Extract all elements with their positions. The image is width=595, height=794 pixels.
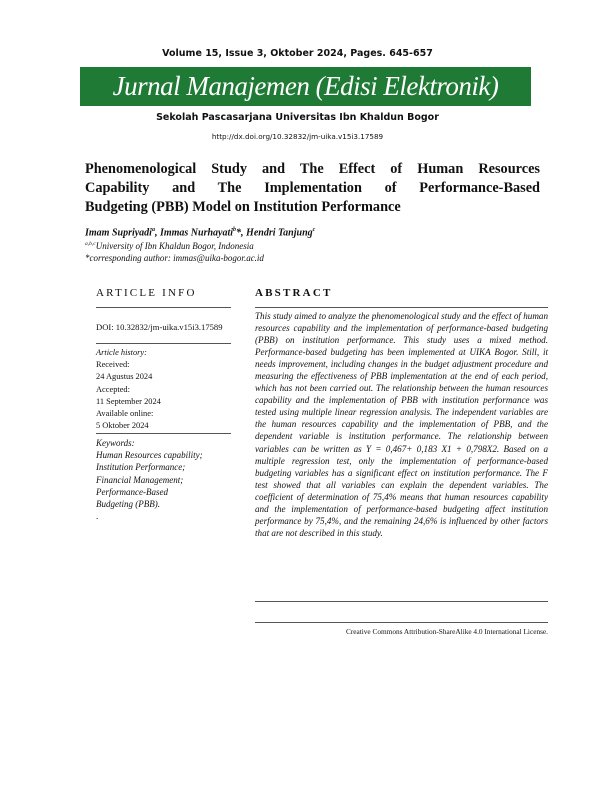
corresponding-author: *corresponding author: immas@uika-bogor.ac.id — [85, 253, 264, 263]
license-notice[interactable]: Creative Commons Attribution-ShareAlike 4.0 International License. — [345, 627, 548, 636]
author-name: Imam Supriyadi — [85, 227, 152, 239]
author-affiliation-mark: c — [312, 227, 316, 233]
article-doi: DOI: 10.32832/jm-uika.v15i3.17589 — [96, 322, 223, 332]
divider — [96, 343, 231, 344]
abstract-heading: ABSTRACT — [255, 287, 333, 299]
keyword: Institution Performance; — [96, 462, 186, 473]
author-list — [85, 227, 315, 238]
keyword: Human Resources capability; — [96, 450, 203, 461]
author-separator: *, — [236, 227, 247, 239]
keywords-block — [96, 437, 256, 522]
journal-banner — [80, 67, 531, 106]
divider — [255, 622, 548, 623]
author-separator: , — [154, 227, 160, 239]
title-line: Capability and The Implementation of Performance-Based — [85, 180, 540, 196]
divider — [255, 307, 548, 308]
author-name: Immas Nurhayati — [159, 227, 234, 239]
keyword: Budgeting (PBB). — [96, 499, 160, 510]
volume-issue-line: Volume 15, Issue 3, Oktober 2024, Pages. 645-657 — [162, 48, 433, 59]
author-name: Hendri Tanjung — [246, 227, 313, 239]
doi-link[interactable]: http://dx.doi.org/10.32832/jm-uika.v15i3.17589 — [211, 132, 384, 141]
affiliation — [85, 241, 254, 251]
history-entry: 5 Oktober 2024 — [96, 421, 149, 431]
article-title — [85, 160, 540, 217]
keyword: Financial Management; — [96, 474, 184, 485]
history-entry: 11 September 2024 — [96, 396, 161, 406]
journal-title: Jurnal Manajemen (Edisi Elektronik) — [112, 71, 499, 101]
history-entry: Accepted: — [96, 384, 130, 394]
author-affiliation-mark: b — [233, 227, 237, 233]
affiliation-text: University of Ibn Khaldun Bogor, Indonesia — [95, 241, 254, 251]
history-entry: Available online: — [96, 409, 154, 419]
history-entry: 24 Agustus 2024 — [96, 372, 153, 382]
keyword: Performance-Based — [96, 486, 168, 497]
author-affiliation-mark: a — [151, 227, 155, 233]
title-line: Budgeting (PBB) Model on Institution Performance — [85, 199, 401, 215]
history-label: Article history: — [96, 348, 147, 357]
divider — [96, 307, 231, 308]
abstract-text: This study aimed to analyze the phenomenological study and the effect of human resources capability and the implementation of performance-based budgeting (PBB) on institution performance. This study uses a mixed method. Performance-based budgeting has been implemented at UIKA Bogor. Still, it needs improvement, including changes in the budget adjustment procedure and measuring the effectiveness of PBB implementation at the end of each period, which has not been carried out. The relationship between the human resources capability and the implementation of PBB with institution performance was tested using multiple linear regression analysis. The independent variables are the human resources capability and the implementation of PBB, and the dependent variable is institution performance. The relationship between variables can be written as Y = 0,467+ 0,183 X1 + 0,798X2. Based on a multiple regression test, only the implementation of performance-based budgeting variables has a significant effect on institution performance. The F test showed that all variables can explain the dependent variables. The coefficient of determination of 75,4% means that human resources capability and the implementation of performance-based budgeting affect institution performance by 75,4%, and the remaining 24,6% is influenced by other factors that are not described in this study. — [255, 311, 548, 538]
keywords-label: Keywords: — [96, 438, 135, 448]
institution-name: Sekolah Pascasarjana Universitas Ibn Khaldun Bogor — [156, 112, 439, 123]
article-history — [96, 347, 236, 432]
affiliation-mark: a,b,c — [85, 241, 96, 247]
divider — [96, 433, 231, 434]
trailing-dot: . — [96, 511, 99, 522]
title-line: Phenomenological Study and The Effect of Human Resources — [85, 161, 540, 177]
article-info-heading: ARTICLE INFO — [96, 287, 197, 299]
divider — [255, 601, 548, 602]
history-entry: Received: — [96, 360, 130, 370]
